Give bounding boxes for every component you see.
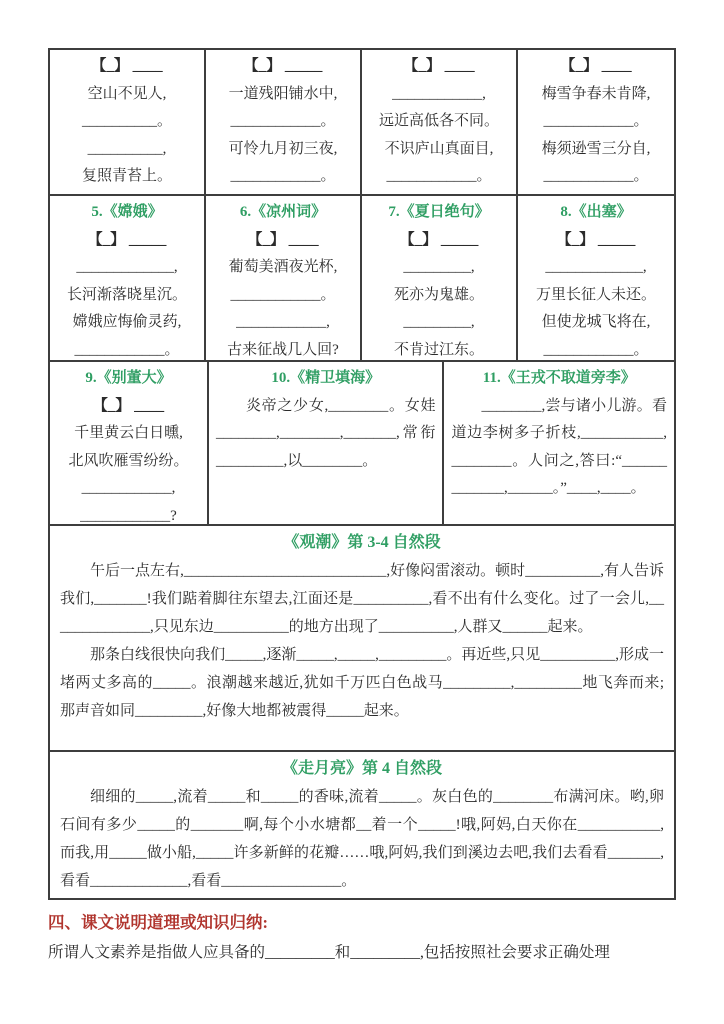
- poem-title: 9.《别董大》: [85, 370, 172, 386]
- poem-line: 北风吹雁雪纷纷。: [68, 452, 189, 469]
- poem-cell-chusai: [518, 196, 674, 360]
- poem-cell-luchai: [50, 50, 206, 194]
- poem-paragraph: 炎帝之少女,________。女娃________,________,_______,常衔_________,以________。: [215, 397, 436, 469]
- poem-line: 复照青苔上。: [81, 168, 172, 184]
- section-paragraph: 细细的_____,流着_____和_____的香味,流着_____。灰白色的________布满河床。哟,卵石间有多少_____的_______啊,每个小水塘都__着一个_____!哦,阿妈,白天你在___________,而我,用_____做小船,_____许多新鲜的花瓣……哦,阿妈,我们到溪边去吧,我们去看看_______,看看_____________,看看________________。: [60, 789, 664, 889]
- section-title: 《观潮》第 3-4 自然段: [283, 534, 441, 551]
- poem-line: ____________。: [230, 168, 336, 184]
- poem-bracket-header: 【_】 _____: [399, 231, 479, 248]
- poem-line: 古来征战几人回?: [227, 341, 339, 358]
- zouyueliang-section: [50, 752, 674, 898]
- poem-cell-biedongda: [50, 362, 209, 524]
- poem-line: _________,: [403, 259, 475, 275]
- poem-line: 不肯过江东。: [393, 341, 484, 358]
- poem-line: ____________。: [74, 341, 180, 358]
- poem-bracket-header: 【_】 _____: [556, 231, 636, 248]
- poem-cell-mujiangyin: [206, 50, 362, 194]
- poem-cell-xiarijueju: [362, 196, 518, 360]
- poem-cell-tixilinbi: [362, 50, 518, 194]
- poem-cell-change: [50, 196, 206, 360]
- poem-line: ____________,: [81, 480, 176, 496]
- poem-line: 嫦娥应悔偷灵药,: [72, 314, 182, 330]
- poem-cell-xuemei: [518, 50, 674, 194]
- poem-line: 可怜九月初三夜,: [228, 140, 338, 157]
- poem-line: 梅雪争春未肯降,: [541, 85, 651, 102]
- poem-line: 梅须逊雪三分自,: [541, 140, 651, 157]
- poem-title: 10.《精卫填海》: [271, 370, 381, 386]
- worksheet-sheet: [48, 48, 676, 966]
- poem-line: _________,: [403, 314, 475, 330]
- poem-line: ____________,: [392, 85, 486, 102]
- section-title: 《走月亮》第 4 自然段: [281, 760, 442, 777]
- poem-line: __________。: [81, 113, 172, 129]
- poem-bracket-header: 【_】 ____: [403, 58, 475, 74]
- poem-line: 远近高低各不同。: [378, 113, 499, 129]
- poem-line: 葡萄美酒夜光杯,: [228, 259, 338, 275]
- poem-line: ____________,: [236, 314, 330, 330]
- poem-line: 不识庐山真面目,: [384, 140, 494, 157]
- poem-line: ____________。: [386, 168, 492, 184]
- poem-title: 8.《出塞》: [560, 204, 632, 220]
- poem-bracket-header: 【_】 _____: [87, 231, 167, 248]
- poem-paragraph: ________,尝与诸小儿游。看道边李树多子折枝,___________,________。人问之,答曰:“_____________,______。”____,____。: [451, 397, 667, 496]
- poem-bracket-header: 【_】 ____: [91, 58, 163, 74]
- poem-line: ____________。: [230, 286, 336, 303]
- poem-line: ____________。: [543, 113, 649, 129]
- poem-row-2: [50, 196, 674, 362]
- section-four-heading: 四、课文说明道理或知识归纳:: [48, 913, 268, 932]
- section-paragraph: 那条白线很快向我们_____,逐渐_____,_____,_________。再近些,只见__________,形成一堵两丈多高的_____。浪潮越来越近,犹如千万匹白色战马_________,_________地飞奔而来;那声音如同_________,好像大地都被震得_____起来。: [60, 647, 664, 719]
- poem-cell-liangzhouci: [206, 196, 362, 360]
- section-four-text: 所谓人文素养是指做人应具备的_________和_________,包括按照社会要求正确处理: [48, 944, 610, 961]
- poem-cell-jingweitianhai: [209, 362, 445, 524]
- poem-table: [48, 48, 676, 900]
- poem-line: 死亦为鬼雄。: [393, 286, 484, 303]
- poem-line: 空山不见人,: [87, 85, 167, 102]
- poem-line: 一道残阳铺水中,: [228, 85, 338, 102]
- poem-line: 但使龙城飞将在,: [541, 314, 651, 330]
- poem-line: _____________,: [545, 259, 647, 275]
- poem-title: 11.《王戎不取道旁李》: [482, 370, 636, 386]
- poem-bracket-header: 【_】 ____: [92, 397, 165, 414]
- poem-bracket-header: 【_】 ____: [247, 231, 319, 248]
- poem-line: __________,: [87, 140, 167, 157]
- poem-title: 6.《凉州词》: [239, 204, 327, 220]
- poem-bracket-header: 【_】 ____: [560, 58, 632, 74]
- poem-row-1: [50, 50, 674, 196]
- poem-line: _____________,: [76, 259, 178, 275]
- poem-line: 千里黄云白日曛,: [74, 425, 183, 441]
- poem-row-3: [50, 362, 674, 526]
- poem-title: 7.《夏日绝句》: [388, 204, 490, 220]
- poem-title: 5.《嫦娥》: [91, 204, 163, 220]
- poem-line: ____________。: [230, 113, 336, 129]
- poem-line: ____________。: [543, 168, 649, 184]
- poem-bracket-header: 【_】 _____: [243, 58, 323, 74]
- poem-line: ____________。: [543, 341, 649, 358]
- section-paragraph: 午后一点左右,___________________________,好像闷雷滚动。顿时__________,有人告诉我们,_______!我们踮着脚往东望去,江面还是__________,看不出有什么变化。过了一会儿,______________,只见东边__________的地方出现了__________,人群又______起来。: [60, 563, 664, 635]
- guanchao-section: [50, 526, 674, 752]
- poem-cell-wangrong: [444, 362, 674, 524]
- poem-line: 长河渐落晓星沉。: [66, 286, 187, 303]
- poem-line: 万里长征人未还。: [535, 286, 656, 303]
- poem-line: ____________?: [80, 507, 177, 524]
